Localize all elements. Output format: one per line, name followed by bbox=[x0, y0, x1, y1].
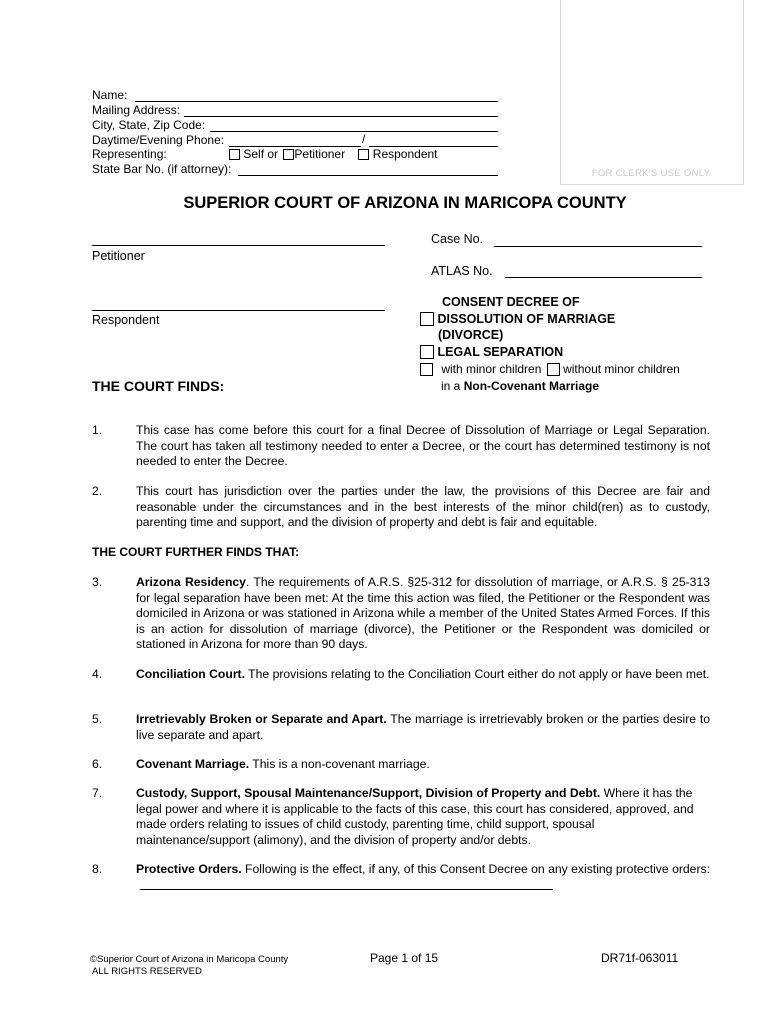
petitioner-checkbox[interactable] bbox=[283, 149, 294, 160]
finding-number: 8. bbox=[92, 862, 103, 876]
finding-text: . The requirements of A.R.S. §25-312 for dissolution of marriage, or A.R.S. § 25-313 for legal separation have been met: At the time this action was filed, the Petitioner or the Respondent was domiciled in Arizona or was stationed in Arizona while a member of the United States Armed Forces. If this is an action for dissolution of marriage (divorce), the Petitioner or the Respondent was domiciled or stationed in Arizona for more than 90 days. bbox=[136, 575, 710, 652]
in-a-label: in a bbox=[441, 379, 461, 393]
clerk-use-label: FOR CLERK'S USE ONLY bbox=[591, 168, 711, 179]
legal-separation-checkbox[interactable] bbox=[420, 345, 434, 359]
finding-number: 1. bbox=[92, 423, 103, 437]
finding-text: The provisions relating to the Conciliation Court either do not apply or have been met. bbox=[245, 667, 710, 681]
legal-separation-option bbox=[420, 345, 563, 359]
finding-heading: Arizona Residency bbox=[136, 575, 246, 589]
city-state-zip-label: City, State, Zip Code: bbox=[92, 118, 206, 132]
finding-heading: Covenant Marriage. bbox=[136, 757, 250, 771]
state-bar-field[interactable] bbox=[238, 175, 498, 176]
court-title: SUPERIOR COURT OF ARIZONA IN MARICOPA COUNTY bbox=[183, 194, 627, 212]
finding-number: 3. bbox=[92, 575, 103, 589]
case-no-label: Case No. bbox=[431, 232, 484, 246]
marriage-type bbox=[441, 379, 599, 393]
finding-number: 6. bbox=[92, 757, 103, 771]
finding-heading: Conciliation Court. bbox=[136, 667, 246, 681]
finding-text: The marriage is irretrievably broken or the parties desire to live separate and apart. bbox=[136, 712, 710, 742]
page-number: Page 1 of 15 bbox=[370, 951, 439, 965]
with-children-label: with minor children bbox=[441, 362, 542, 376]
finding-number: 2. bbox=[92, 484, 103, 498]
further-finds-heading: THE COURT FURTHER FINDS THAT: bbox=[92, 545, 300, 559]
self-label: Self bbox=[243, 147, 265, 161]
finding-heading: Irretrievably Broken or Separate and Apart. bbox=[136, 712, 387, 726]
atlas-no-field[interactable] bbox=[505, 277, 702, 278]
clerk-use-box bbox=[560, 0, 744, 185]
with-children-checkbox[interactable] bbox=[420, 363, 433, 376]
respondent-label: Respondent bbox=[92, 313, 160, 327]
case-no-field[interactable] bbox=[494, 246, 702, 247]
protective-orders-field[interactable] bbox=[140, 879, 553, 890]
divorce-label: (DIVORCE) bbox=[438, 328, 504, 342]
petitioner-name-field[interactable] bbox=[92, 245, 385, 246]
representing-spacer bbox=[229, 160, 498, 161]
city-state-zip-field[interactable] bbox=[210, 131, 498, 132]
representing-label: Representing: bbox=[92, 147, 167, 161]
finding-text: This court has jurisdiction over the parties under the law, the provisions of this Decree are fair and reasonable under the circumstances and in the best interests of the minor child(ren) as to custody, parenting time and support, and the division of property and debt is fair and equitable. bbox=[136, 484, 710, 530]
respondent-label: Respondent bbox=[372, 147, 438, 161]
finding-text: Following is the effect, if any, of this Consent Decree on any existing protective orders: bbox=[241, 862, 710, 876]
decree-heading: CONSENT DECREE OF bbox=[442, 295, 580, 309]
dissolution-label: DISSOLUTION OF MARRIAGE bbox=[437, 312, 616, 326]
self-checkbox[interactable] bbox=[229, 149, 240, 160]
without-children-label: without minor children bbox=[563, 362, 680, 376]
petitioner-label: Petitioner bbox=[294, 147, 346, 161]
atlas-no-label: ATLAS No. bbox=[431, 264, 493, 278]
children-options bbox=[420, 362, 680, 376]
phone-separator: / bbox=[362, 132, 366, 146]
finding-heading: Custody, Support, Spousal Maintenance/Support, Division of Property and Debt. bbox=[136, 786, 601, 800]
mailing-address-field[interactable] bbox=[184, 116, 498, 117]
respondent-checkbox[interactable] bbox=[358, 149, 369, 160]
petitioner-label: Petitioner bbox=[92, 249, 145, 263]
phone-label: Daytime/Evening Phone: bbox=[92, 133, 225, 147]
respondent-name-field[interactable] bbox=[92, 310, 385, 311]
finding-heading: Protective Orders. bbox=[136, 862, 242, 876]
name-field[interactable] bbox=[135, 101, 498, 102]
form-id: DR71f-063011 bbox=[601, 951, 679, 965]
mailing-address-label: Mailing Address: bbox=[92, 103, 181, 117]
finding-text: Where it has the legal power and where it is applicable to the facts of this case, this court has considered, approved, and made orders relating to issues of child custody, parenting time, child support, spousal maintenance/support (alimony), and the division of property and/or debts. bbox=[136, 786, 694, 847]
rights-text: ALL RIGHTS RESERVED bbox=[92, 966, 202, 977]
name-label: Name: bbox=[92, 88, 128, 102]
copyright-text: ©Superior Court of Arizona in Maricopa County bbox=[90, 954, 289, 965]
finding-text: This is a non-covenant marriage. bbox=[249, 757, 430, 771]
dissolution-checkbox[interactable] bbox=[420, 312, 434, 326]
legal-separation-label: LEGAL SEPARATION bbox=[437, 345, 564, 359]
court-finds-heading: THE COURT FINDS: bbox=[92, 378, 225, 394]
finding-text: This case has come before this court for a final Decree of Dissolution of Marriage or Legal Separation. The court has taken all testimony needed to enter a Decree, or the court has determined testimony is not needed to enter the Decree. bbox=[136, 423, 710, 469]
state-bar-label: State Bar No. (if attorney): bbox=[92, 162, 232, 176]
without-children-checkbox[interactable] bbox=[547, 363, 560, 376]
footer-copyright bbox=[90, 954, 288, 978]
finding-number: 5. bbox=[92, 712, 103, 726]
finding-number: 7. bbox=[92, 786, 103, 800]
dissolution-option bbox=[420, 312, 615, 326]
or-label: or bbox=[267, 147, 279, 161]
finding-number: 4. bbox=[92, 667, 103, 681]
non-covenant-label: Non-Covenant Marriage bbox=[463, 379, 600, 393]
